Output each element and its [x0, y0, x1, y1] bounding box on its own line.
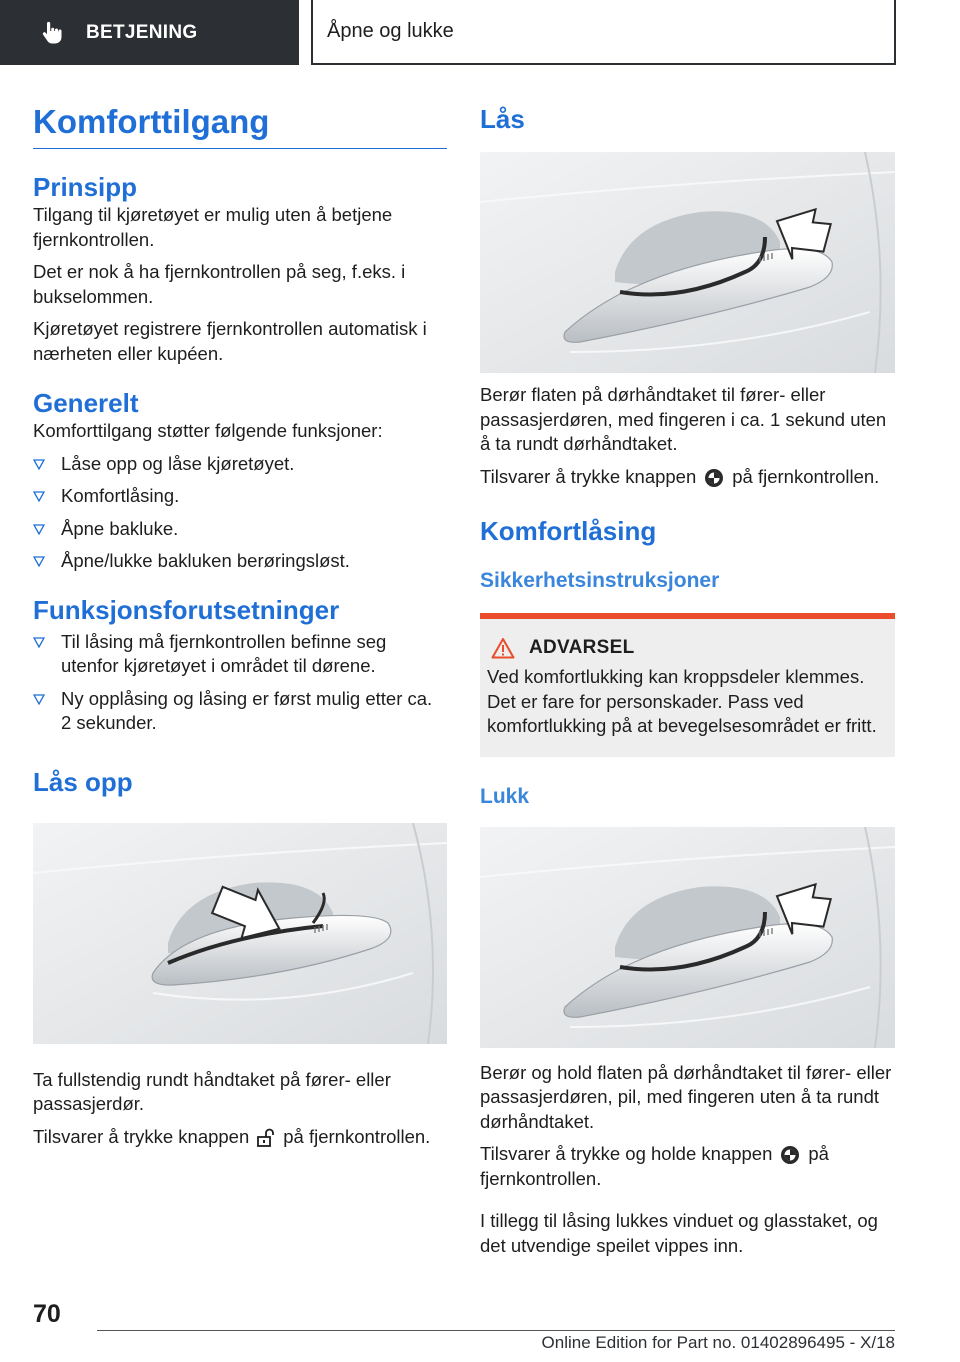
- door-handle-image: [480, 152, 895, 373]
- heading-comfort-locking: Komfortlåsing: [480, 516, 657, 546]
- warning-triangle-icon: [491, 637, 515, 659]
- heading-close: Lukk: [480, 784, 530, 808]
- bullet-triangle-icon: [33, 556, 45, 567]
- principle-paragraph: Kjøretøyet registrere fjernkontrollen automatisk i nærheten eller kupéen.: [33, 318, 427, 364]
- warning-box: [480, 613, 895, 757]
- bmw-logo-icon: [780, 1145, 800, 1165]
- door-handle-image: [480, 827, 895, 1048]
- left-column: [33, 100, 447, 1149]
- heading-requirements: Funksjonsforutsetninger: [33, 594, 340, 625]
- heading-unlock: Lås opp: [33, 766, 133, 797]
- warning-title: ADVARSEL: [487, 637, 889, 659]
- bullet-triangle-icon: [33, 524, 45, 535]
- section-tab: [0, 0, 299, 65]
- list-item: Låse opp og låse kjøretøyet.: [33, 452, 447, 477]
- unlock-text: Ta fullstendig rundt håndtaket på fører- eller passasjerdør.: [33, 1068, 391, 1114]
- list-item: Åpne bakluke.: [33, 517, 447, 542]
- bullet-triangle-icon: [33, 491, 45, 502]
- heading-safety: Sikkerhetsinstruksjoner: [480, 569, 720, 592]
- list-item: Ny opplåsing og låsing er først mulig etter ca. 2 sekunder.: [33, 687, 447, 736]
- principle-paragraph: Det er nok å ha fjernkontrollen på seg, f.eks. i bukselommen.: [33, 261, 406, 307]
- close-text: Berør og hold flaten på dørhåndtaket til fører- eller passasjerdøren, pil, med fingeren uten å ta rundt dørhåndtaket.: [480, 1061, 892, 1132]
- requirements-list: [33, 630, 447, 736]
- chapter-title: [311, 0, 896, 65]
- heading-lock: Lås: [480, 104, 525, 134]
- door-handle-illustration: [480, 152, 895, 373]
- chapter-label: Åpne og lukke: [327, 20, 454, 42]
- list-item: Åpne/lukke bakluken berøringsløst.: [33, 549, 447, 574]
- heading-principle: Prinsipp: [33, 172, 138, 202]
- page-title: Komforttilgang: [33, 100, 447, 149]
- list-item: Komfortlåsing.: [33, 484, 447, 509]
- general-intro: Komforttilgang støtter følgende funksjoner:: [33, 420, 383, 441]
- lock-button-text: Tilsvarer å trykke knappen på fjernkontrollen.: [480, 465, 880, 487]
- bullet-triangle-icon: [33, 637, 45, 648]
- bmw-logo-icon: [704, 468, 724, 488]
- footer-divider: [97, 1330, 895, 1331]
- section-label: BETJENING: [86, 21, 198, 43]
- warning-text: Ved komfortlukking kan kroppsdeler klemmes. Det er fare for personskader. Pass ved komfortlukking på at bevegelsesområdet er fritt.: [487, 666, 877, 736]
- unlock-icon: [257, 1128, 275, 1148]
- principle-paragraph: Tilgang til kjøretøyet er mulig uten å betjene fjernkontrollen.: [33, 204, 393, 250]
- close-extra-text: I tillegg til låsing lukkes vinduet og glasstaket, og det utvendige speilet vippes inn.: [480, 1210, 878, 1256]
- general-list: [33, 452, 447, 574]
- right-column: [480, 100, 895, 1258]
- door-handle-illustration: [480, 827, 895, 1048]
- heading-general: Generelt: [33, 388, 139, 418]
- lock-text: Berør flaten på dørhåndtaket til fører- eller passasjerdøren, med fingeren i ca. 1 sekund uten å ta rundt dørhåndtaket.: [480, 384, 887, 454]
- door-handle-illustration: [33, 823, 447, 1044]
- bullet-triangle-icon: [33, 694, 45, 705]
- hand-pointer-icon: [40, 21, 64, 45]
- page-number: 70: [33, 1300, 61, 1328]
- door-handle-image: [33, 823, 447, 1044]
- list-item: Til låsing må fjernkontrollen befinne seg utenfor kjøretøyet i området til dørene.: [33, 630, 447, 679]
- bullet-triangle-icon: [33, 459, 45, 470]
- close-button-text: Tilsvarer å trykke og holde knappen på fjernkontrollen.: [480, 1143, 829, 1189]
- unlock-button-text: Tilsvarer å trykke knappen på fjernkontrollen.: [33, 1125, 431, 1147]
- footer-edition: Online Edition for Part no. 01402896495 - X/18: [541, 1333, 895, 1352]
